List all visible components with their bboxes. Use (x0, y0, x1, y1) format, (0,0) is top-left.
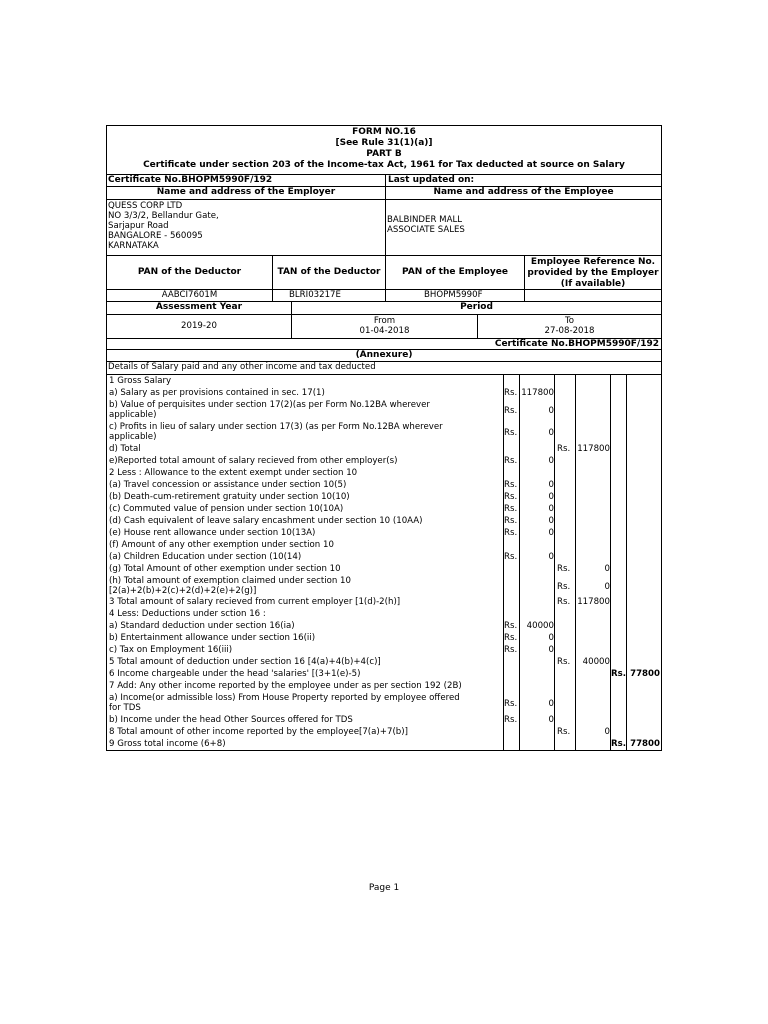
line-label: b) Income under the head Other Sources offered for TDS (109, 715, 353, 725)
line-label: 8 Total amount of other income reported by the employee[7(a)+7(b)] (109, 727, 408, 737)
line-label-continued: [2(a)+2(b)+2(c)+2(d)+2(e)+2(g)] (109, 586, 257, 596)
amount-value: 0 (604, 564, 610, 574)
form-header (107, 126, 661, 178)
line-label: b) Value of perquisites under section 17(2)(as per Form No.12BA wherever (109, 400, 430, 410)
period-to (477, 315, 661, 338)
form-subtitle: Certificate under section 203 of the Income-tax Act, 1961 for Tax deducted at source on Salary (143, 160, 625, 170)
line-label: 3 Total amount of salary recieved from current employer [1(d)-2(h)] (109, 597, 401, 607)
column-divider (519, 374, 520, 750)
name-heading-row (107, 186, 661, 199)
address-row (107, 199, 661, 255)
line-label: 9 Gross total income (6+8) (109, 739, 226, 749)
form16-frame (106, 125, 662, 751)
line-label: (a) Travel concession or assistance under section 10(5) (109, 480, 347, 490)
employee-address-line: ASSOCIATE SALES (387, 225, 465, 235)
amount-value: 0 (548, 504, 554, 514)
period-heading: Period (291, 302, 661, 314)
amount-value: 40000 (582, 657, 610, 667)
column-divider (554, 374, 555, 750)
period-value-row (107, 314, 661, 338)
amount-value: 0 (548, 428, 554, 438)
currency-label: Rs. (557, 727, 571, 737)
amount-value: 117800 (577, 597, 610, 607)
currency-label: Rs. (504, 504, 518, 514)
line-label: 2 Less : Allowance to the extent exempt under section 10 (109, 468, 358, 478)
currency-label: Rs. (504, 492, 518, 502)
line-label: (g) Total Amount of other exemption under section 10 (109, 564, 341, 574)
tan-deductor-value: BLRI03217E (272, 290, 385, 301)
employee-reference-header-line: provided by the Employer (527, 268, 659, 278)
currency-label: Rs. (504, 428, 518, 438)
last-updated: Last updated on: (385, 175, 661, 186)
column-divider (626, 374, 627, 750)
employee-reference-header-line: Employee Reference No. (530, 257, 656, 267)
tan-deductor-header: TAN of the Deductor (272, 256, 385, 290)
line-label: 4 Less: Deductions under sction 16 : (109, 609, 266, 619)
line-label: 1 Gross Salary (109, 376, 172, 386)
amount-value: 0 (548, 456, 554, 466)
currency-label: Rs. (504, 645, 518, 655)
line-label: (e) House rent allowance under section 10(13A) (109, 528, 316, 538)
amount-value: 0 (548, 528, 554, 538)
line-label: a) Salary as per provisions contained in sec. 17(1) (109, 388, 325, 398)
line-label: c) Profits in lieu of salary under section 17(3) (as per Form No.12BA wherever (109, 422, 443, 432)
employer-address-line: NO 3/3/2, Bellandur Gate, (108, 211, 219, 221)
annexure-title: (Annexure) (107, 349, 661, 361)
period-heading-row (107, 301, 661, 314)
page-number: Page 1 (368, 883, 400, 893)
employer-address-line: BANGALORE - 560095 (108, 231, 203, 241)
currency-label: Rs. (557, 444, 571, 454)
line-label: b) Entertainment allowance under section 16(ii) (109, 633, 316, 643)
pan-value-row (107, 289, 661, 301)
line-label: (h) Total amount of exemption claimed under section 10 (109, 576, 351, 586)
employer-address-line: KARNATAKA (108, 241, 159, 251)
employer-address-line: QUESS CORP LTD (108, 201, 183, 211)
pan-header-row (107, 255, 661, 290)
line-label: 7 Add: Any other income reported by the employee under as per section 192 (2B) (109, 681, 462, 691)
employee-address (385, 200, 661, 255)
employer-address (108, 200, 385, 255)
currency-label: Rs. (557, 597, 571, 607)
amount-value: 0 (548, 516, 554, 526)
line-label-continued: applicable) (109, 410, 157, 420)
amount-value: 0 (548, 492, 554, 502)
line-label-continued: for TDS (109, 703, 141, 713)
currency-label: Rs. (504, 552, 518, 562)
employee-heading: Name and address of the Employee (385, 187, 661, 199)
line-label: 5 Total amount of deduction under section 16 [4(a)+4(b)+4(c)] (109, 657, 381, 667)
amount-value: 0 (548, 552, 554, 562)
employee-reference-header-line: (If available) (560, 279, 626, 289)
currency-label: Rs. (504, 456, 518, 466)
currency-label: Rs. (504, 699, 518, 709)
pan-deductor-value: AABCI7601M (161, 290, 218, 300)
form-part: PART B (366, 149, 402, 159)
employer-address-line: Sarjapur Road (108, 221, 169, 231)
line-label: c) Tax on Employment 16(iii) (109, 645, 233, 655)
line-label-continued: applicable) (109, 432, 157, 442)
line-label: (a) Children Education under section (10(14) (109, 552, 302, 562)
amount-value: 117800 (521, 388, 554, 398)
currency-label: Rs. (557, 657, 571, 667)
assessment-year-value: 2019-20 (181, 321, 217, 331)
amount-value: 77800 (630, 669, 660, 679)
amount-value: 77800 (630, 739, 660, 749)
assessment-year-heading: Assessment Year (155, 302, 243, 312)
amount-value: 40000 (526, 621, 554, 631)
currency-label: Rs. (504, 621, 518, 631)
amount-value: 0 (548, 480, 554, 490)
amount-value: 0 (548, 633, 554, 643)
employee-address-line: BALBINDER MALL (387, 215, 463, 225)
certificate-row (107, 174, 661, 186)
amount-value: 117800 (577, 444, 610, 454)
currency-label: Rs. (504, 633, 518, 643)
currency-label: Rs. (611, 739, 626, 749)
annexure-details: Details of Salary paid and any other income and tax deducted (107, 361, 661, 374)
period-to-label: To (564, 316, 575, 326)
line-label: d) Total (109, 444, 141, 454)
currency-label: Rs. (557, 582, 571, 592)
employee-reference-value (524, 290, 661, 301)
currency-label: Rs. (504, 388, 518, 398)
pan-deductor-header: PAN of the Deductor (137, 267, 242, 277)
period-from-label: From (373, 316, 396, 326)
amount-value: 0 (548, 715, 554, 725)
currency-label: Rs. (504, 528, 518, 538)
amount-value: 0 (548, 699, 554, 709)
line-label: 6 Income chargeable under the head 'salaries' [(3+1(e)-5) (109, 669, 361, 679)
line-label: (b) Death-cum-retirement gratuity under section 10(10) (109, 492, 350, 502)
line-label: a) Standard deduction under section 16(ia) (109, 621, 295, 631)
currency-label: Rs. (611, 669, 626, 679)
line-label: a) Income(or admissible loss) From House Property reported by employee offered (109, 693, 460, 703)
employer-heading: Name and address of the Employer (156, 187, 336, 197)
certificate-number: Certificate No.BHOPM5990F/192 (108, 175, 273, 185)
form-title: FORM NO.16 (352, 127, 416, 137)
column-divider (575, 374, 576, 750)
form-rule: [See Rule 31(1)(a)] (335, 138, 433, 148)
line-label: (c) Commuted value of pension under section 10(10A) (109, 504, 344, 514)
amount-value: 0 (548, 406, 554, 416)
amount-value: 0 (604, 582, 610, 592)
amount-value: 0 (548, 645, 554, 655)
pan-employee-header: PAN of the Employee (385, 256, 524, 290)
currency-label: Rs. (504, 715, 518, 725)
employee-reference-header (524, 256, 661, 290)
column-divider (610, 374, 611, 750)
pan-employee-value: BHOPM5990F (385, 290, 524, 301)
amount-value: 0 (604, 727, 610, 737)
period-from-value: 01-04-2018 (359, 326, 410, 336)
details-separator (107, 374, 661, 375)
line-label: e)Reported total amount of salary recieved from other employer(s) (109, 456, 398, 466)
currency-label: Rs. (504, 516, 518, 526)
period-to-value: 27-08-2018 (544, 326, 595, 336)
line-label: (d) Cash equivalent of leave salary encashment under section 10 (10AA) (109, 516, 423, 526)
currency-label: Rs. (557, 564, 571, 574)
currency-label: Rs. (504, 406, 518, 416)
line-label: (f) Amount of any other exemption under section 10 (109, 540, 334, 550)
period-from (291, 315, 477, 338)
currency-label: Rs. (504, 480, 518, 490)
annexure-certificate-number: Certificate No.BHOPM5990F/192 (494, 339, 659, 349)
